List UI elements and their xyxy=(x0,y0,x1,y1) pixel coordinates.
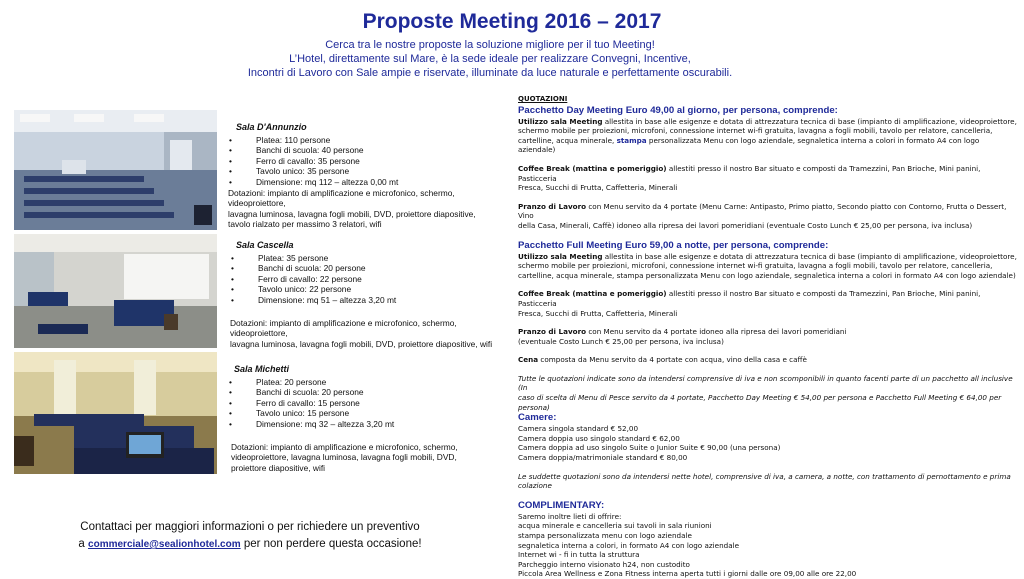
list-item: • Dimensione: mq 51 – altezza 3,20 mt xyxy=(230,295,515,306)
room-sala-dannunzio xyxy=(228,122,508,230)
text-line: (eventuale Costo Lunch € 25,00 per persona, iva inclusa) xyxy=(518,336,724,346)
list-item: Camera doppia uso singolo standard € 62,00 xyxy=(518,433,680,443)
list-item: Camera singola standard € 52,00 xyxy=(518,424,639,434)
list-item: • Tavolo unico: 15 persone xyxy=(228,408,508,419)
room-name: Sala Michetti xyxy=(234,364,290,374)
list-item: stampa personalizzata menu con logo aziendale xyxy=(518,531,692,540)
bold-label: Coffee Break (mattina e pomeriggio) xyxy=(518,163,667,173)
room-capacity-list xyxy=(230,253,515,306)
equipment-line: tavolo rialzato per massimo 3 relatori, wifi xyxy=(228,219,382,230)
room-equipment xyxy=(228,188,508,230)
full-lunch-line xyxy=(518,327,1018,337)
intro-line: Cerca tra le nostre proposte la soluzione migliore per il tuo Meeting! xyxy=(325,39,655,51)
contact-box xyxy=(40,519,460,553)
full-meeting-title: Pacchetto Full Meeting Euro 59,00 a notte, per persona, comprende: xyxy=(518,239,829,251)
camere-title: Camere: xyxy=(518,412,557,424)
equipment-line: videoproiettore, lavagna luminosa, lavagna fogli mobili, DVD, xyxy=(231,452,457,463)
note-line xyxy=(518,374,1018,393)
room-capacity-list xyxy=(228,377,508,430)
equipment-line: lavagna luminosa, lavagna fogli mobili, DVD, proiettore diapositive, xyxy=(228,208,476,219)
full-sala-line xyxy=(518,252,1018,262)
quotations-label: QUOTAZIONI xyxy=(518,95,568,103)
contact-line-2 xyxy=(40,536,460,553)
room-capacity-list xyxy=(228,135,508,188)
room-sala-michetti xyxy=(228,364,508,473)
day-coffee-line xyxy=(518,164,1018,183)
text: allestiti presso il nostro Bar situato e composti da Tramezzini, Pan Brioche, Mini panini, Pasticceria xyxy=(518,163,981,183)
list-item: Saremo inoltre lieti di offrire: xyxy=(518,511,622,521)
list-item: Camera doppia/matrimoniale standard € 80,00 xyxy=(518,453,688,463)
list-item: • Tavolo unico: 35 persone xyxy=(228,166,508,177)
text-line: della Casa, Minerali, Caffè) idoneo alla ripresa dei lavori pomeridiani (eventuale Costo Lunch € 25,00 per persona, iva inclusa) xyxy=(518,220,973,230)
text: allestita in base alle esigenze e dotata di attrezzatura tecnica di base (impianto di amplificazione, videoproiettore, xyxy=(602,251,1017,261)
full-coffee-line xyxy=(518,289,1018,308)
room-equipment xyxy=(230,318,515,350)
bold-label: Pranzo di Lavoro xyxy=(518,327,587,337)
day-lunch-line xyxy=(518,202,1018,221)
intro-line: Incontri di Lavoro con Sale ampie e riservate, illuminate da luce naturale e perfettamente oscurabili. xyxy=(247,67,733,79)
intro xyxy=(0,38,980,80)
complimentary-title: COMPLIMENTARY: xyxy=(518,499,605,511)
list-item: • Tavolo unico: 22 persone xyxy=(230,284,515,295)
list-item: • Platea: 35 persone xyxy=(230,253,515,264)
bold-label: Pranzo di Lavoro xyxy=(518,201,587,211)
photo-sala-cascella xyxy=(14,234,217,348)
list-item: segnaletica interna a colori, in formato A4 con logo aziendale xyxy=(518,540,740,550)
text: con Menu servito da 4 portate (Menu Carne: Antipasto, Primo piatto, Secondo piatto con Contorno, Frutta o Dessert, Vino xyxy=(518,201,1007,221)
text: allestita in base alle esigenze e dotata di attrezzatura tecnica di base (impianto di amplificazione, videoproiettore, xyxy=(602,116,1017,126)
list-item: Camera doppia ad uso singolo Suite o Junior Suite € 90,00 (una persona) xyxy=(518,443,781,453)
text-line: schermo mobile per proiezioni, microfoni, connessione internet wi-fi gratuita, lavagna a fogli mobili, tavolo per relatore, cancelleria, xyxy=(518,261,993,271)
room-name: Sala Cascella xyxy=(236,240,294,250)
text: con Menu servito da 4 portate idoneo alla ripresa dei lavori pomeridiani xyxy=(586,327,847,337)
list-item: Internet wi - fi in tutta la struttura xyxy=(518,550,640,560)
note-line xyxy=(518,472,1018,482)
bold-label: Utilizzo sala Meeting xyxy=(518,251,603,261)
text: cartelline, acqua minerale, xyxy=(518,135,617,145)
bold-label: stampa xyxy=(616,135,647,145)
italic-text: Tutte le quotazioni indicate sono da intendersi comprensive di iva e non scomponibili in quanto facenti parte di un pacchetto all inclusive (In xyxy=(518,373,1013,393)
list-item: • Ferro di cavallo: 22 persone xyxy=(230,274,515,285)
email-link[interactable]: commerciale@sealionhotel.com xyxy=(88,539,241,550)
room-equipment xyxy=(228,442,508,474)
list-item: • Platea: 110 persone xyxy=(228,135,508,146)
room-sala-cascella xyxy=(230,240,515,349)
page-title: Proposte Meeting 2016 – 2017 xyxy=(362,10,662,33)
full-cena-line xyxy=(518,355,1018,365)
text: personalizzata Menu con logo aziendale, segnaletica interna a colori in formato A4 con logo aziendale) xyxy=(518,135,980,155)
intro-line: L’Hotel, direttamente sul Mare, è la sede ideale per realizzare Convegni, Incentive, xyxy=(289,53,691,65)
photo-sala-michetti xyxy=(14,352,217,474)
italic-text: colazione xyxy=(518,481,552,491)
contact-prefix: a xyxy=(78,538,85,550)
list-item: • Banchi di scuola: 20 persone xyxy=(230,263,515,274)
list-item: • Dimensione: mq 32 – altezza 3,20 mt xyxy=(228,419,508,430)
equipment-line: Dotazioni: impianto di amplificazione e microfonico, schermo, xyxy=(231,441,458,452)
note-line xyxy=(518,393,1018,412)
day-sala-line xyxy=(518,117,1018,127)
list-item: Parcheggio interno visionato h24, non custodito xyxy=(518,559,690,569)
day-meeting-title: Pacchetto Day Meeting Euro 49,00 al giorno, per persona, comprende: xyxy=(518,104,838,116)
bold-label: Cena xyxy=(518,355,539,365)
list-item: • Banchi di scuola: 40 persone xyxy=(228,145,508,156)
list-item: • Dimensione: mq 112 – altezza 0,00 mt xyxy=(228,177,508,188)
list-item: acqua minerale e cancelleria sui tavoli in sala riunioni xyxy=(518,521,712,531)
contact-suffix: per non perdere questa occasione! xyxy=(243,538,422,550)
list-item: • Banchi di scuola: 20 persone xyxy=(228,387,508,398)
text-line: schermo mobile per proiezioni, microfoni, connessione internet wi-fi gratuita, lavagna a fogli mobili, tavolo per relatore, cancelleria, xyxy=(518,126,993,136)
text: allestiti presso il nostro Bar situato e composti da Tramezzini, Pan Brioche, Mini panini, Pasticceria xyxy=(518,289,981,308)
text: composta da Menu servito da 4 portate con acqua, vino della casa e caffè xyxy=(538,355,807,365)
list-item: • Ferro di cavallo: 35 persone xyxy=(228,156,508,167)
list-item: • Platea: 20 persone xyxy=(228,377,508,388)
equipment-line: proiettore diapositive, wifi xyxy=(231,462,326,473)
quotations-panel xyxy=(518,95,1018,579)
text-line xyxy=(518,136,1018,155)
italic-text: caso di scelta di Menu di Pesce servito da 4 portate, Pacchetto Day Meeting € 54,00 per persona e Pacchetto Full Meeting € 64,00 per persona) xyxy=(518,393,1002,412)
bold-label: Coffee Break (mattina e pomeriggio) xyxy=(518,289,667,299)
equipment-line: Dotazioni: impianto di amplificazione e microfonico, schermo, videoproiettore, xyxy=(228,187,455,209)
text-line: Fresca, Succhi di Frutta, Caffetteria, Minerali xyxy=(518,308,678,318)
room-name: Sala D'Annunzio xyxy=(236,122,307,132)
italic-text: Le suddette quotazioni sono da intendersi nette hotel, comprensive di iva, a camera, a notte, con trattamento di pernottamento e prima xyxy=(518,471,1011,481)
list-item: • Ferro di cavallo: 15 persone xyxy=(228,398,508,409)
list-item: Piccola Area Wellness e Zona Fitness interna aperta tutti i giorni dalle ore 09,00 alle ore 22,00 xyxy=(518,569,857,579)
note-line xyxy=(518,481,1018,491)
text-line: cartelline, acqua minerale, stampa personalizzata Menu con logo aziendale, segnaletica interna a colori in formato A4 con logo aziendale) xyxy=(518,270,1016,280)
equipment-line: lavagna luminosa, lavagna fogli mobili, DVD, proiettore diapositive, wifi xyxy=(230,338,493,349)
contact-line: Contattaci per maggiori informazioni o per richiedere un preventivo xyxy=(80,521,420,533)
bold-label: Utilizzo sala Meeting xyxy=(518,116,603,126)
equipment-line: Dotazioni: impianto di amplificazione e microfonico, schermo, videoproiettore, xyxy=(230,317,457,339)
photo-sala-dannunzio xyxy=(14,110,217,230)
text-line: Fresca, Succhi di Frutta, Caffetteria, Minerali xyxy=(518,183,678,193)
